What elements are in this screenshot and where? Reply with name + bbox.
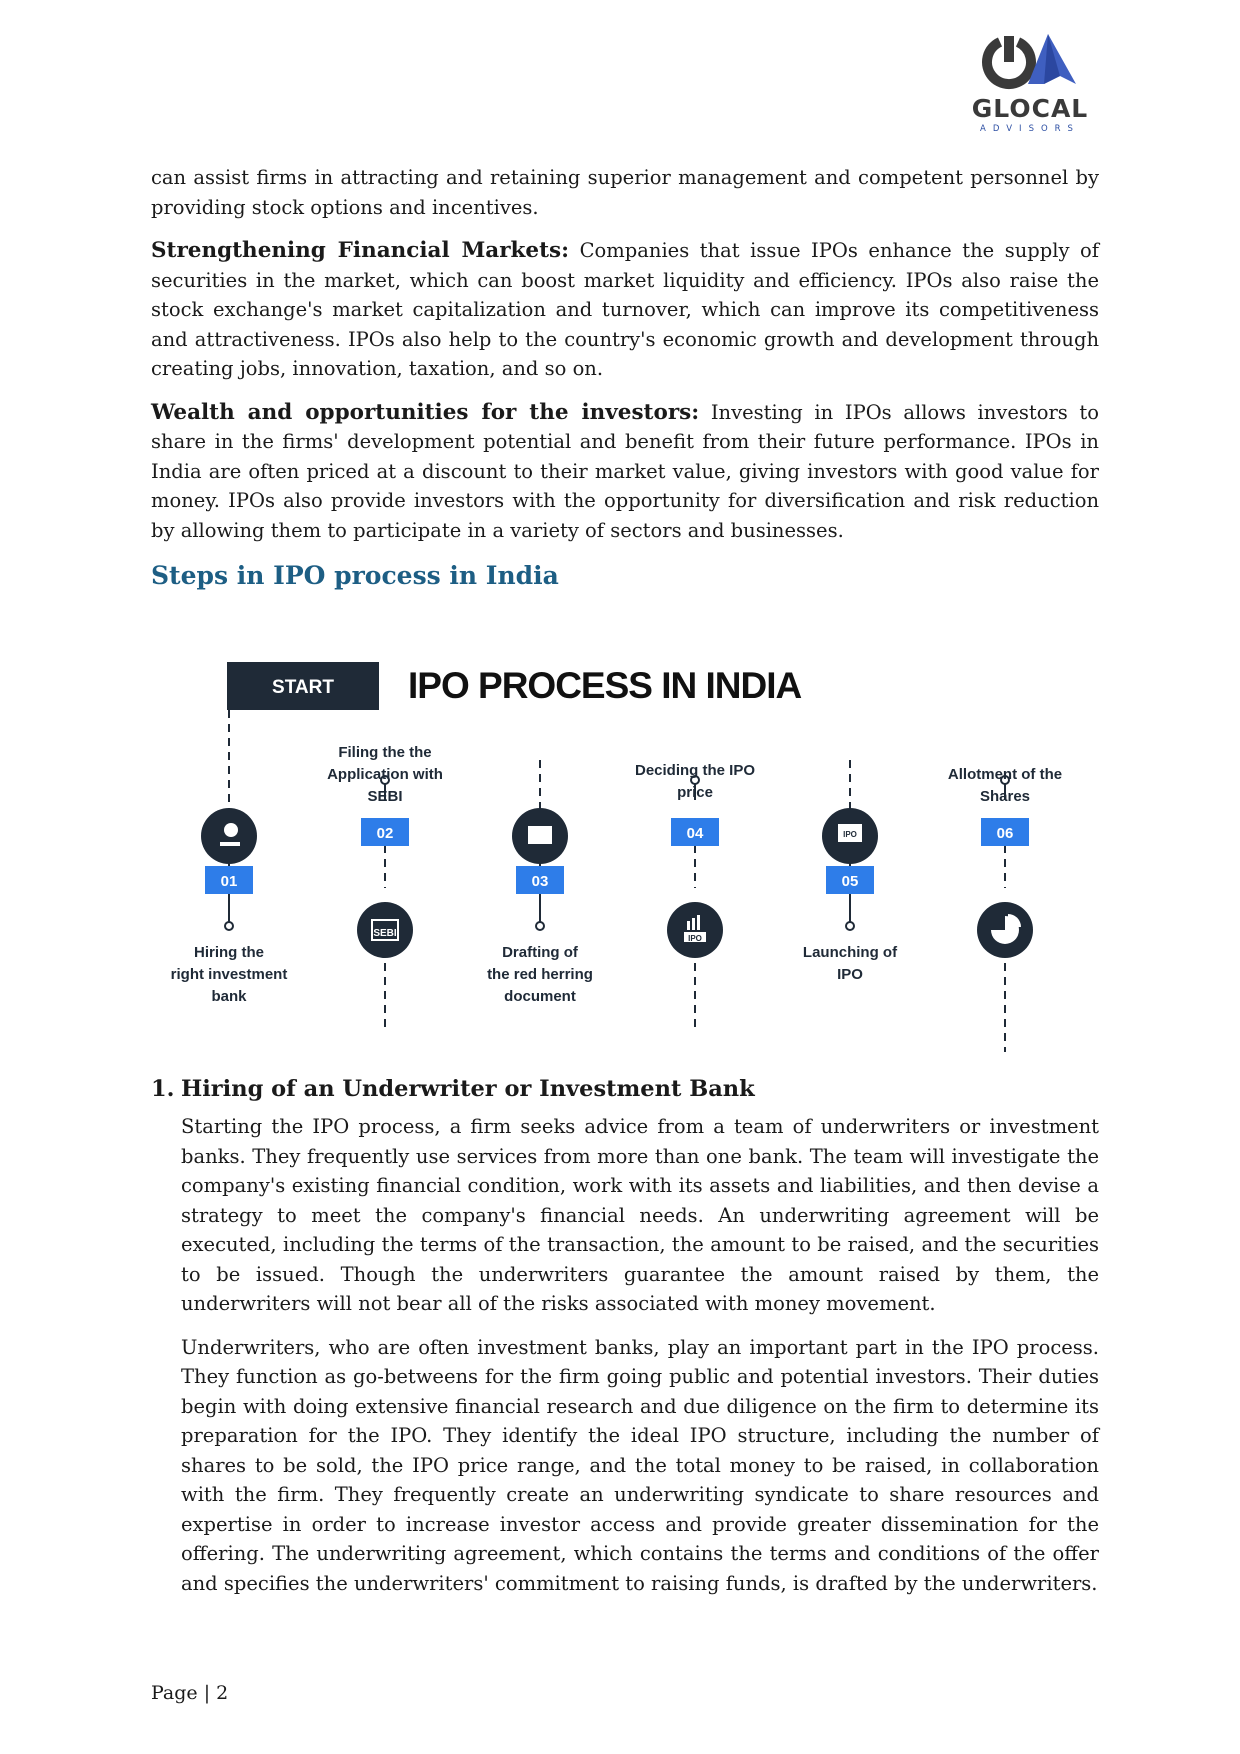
paragraph-text: Investing in IPOs allows investors to share in the firms' development potential and benefit from their future performance. IPOs in India are often priced at a discount to their market value, giving investors with good value for money. IPOs also provide investors with the opportunity for diversification and risk reduction by allowing them to participate in a variety of sectors and businesses. xyxy=(151,400,1100,542)
ipo-price-icon-label: IPO xyxy=(688,934,702,943)
sebi-icon-label: SEBI xyxy=(373,928,397,939)
step-label-line: right investment xyxy=(170,966,288,983)
logo-subtitle: ADVISORS xyxy=(980,124,1080,134)
paragraph-title: Strengthening Financial Markets: xyxy=(151,238,570,263)
logo-mark-icon xyxy=(970,32,1090,94)
step-number: 01 xyxy=(220,873,238,890)
logo-brand: GLOCAL xyxy=(971,94,1089,123)
start-label: START xyxy=(272,677,334,698)
section-title: Hiring of an Underwriter or Investment Bank xyxy=(181,1076,755,1102)
section-1-heading xyxy=(151,1076,755,1102)
paragraph-investors xyxy=(151,398,1099,546)
step-label-line: Filing the the xyxy=(338,744,432,761)
step-number: 06 xyxy=(996,825,1014,842)
section-1-paragraph-2: Underwriters, who are often investment banks, play an important part in the IPO process. They function as go-betweens for the firm going public and potential investors. Their duties begin with doing extensive financial research and due diligence on the firm to determine its preparation for the IPO. They identify the ideal IPO structure, including the number of shares to be sold, the IPO price range, and the total money to be raised, in collaboration with the firm. They frequently create an underwriting syndicate to share resources and expertise in order to increase investor access and provide greater dissemination for the offering. The underwriting agreement, which contains the terms and conditions of the offer and specifies the underwriters' commitment to raising funds, is drafted by the underwriters. xyxy=(181,1335,1099,1595)
page-number: Page | 2 xyxy=(151,1682,229,1704)
ipo-board-icon-label: IPO xyxy=(843,830,857,839)
step-number: 05 xyxy=(841,873,859,890)
step-number-boxes xyxy=(205,818,1029,894)
section-1-paragraph-1: Starting the IPO process, a firm seeks advice from a team of underwriters or investment banks. They frequently use services from more than one bank. The team will investigate the company's existing financial condition, work with its assets and liabilities, and then devise a strategy to meet the company's financial needs. An underwriting agreement will be executed, including the terms of the transaction, the amount to be raised, and the securities to be issued. Though the underwriters guarantee the amount raised by them, the underwriters will not bear all of the risks associated with money movement. xyxy=(181,1115,1099,1315)
infographic-title: IPO PROCESS IN INDIA xyxy=(408,665,802,706)
step-label-line: Hiring the xyxy=(194,944,264,961)
infographic-svg xyxy=(150,640,1090,1070)
step-label-line: the red herring xyxy=(487,966,593,983)
section-1-body xyxy=(181,1112,1099,1612)
paragraph-title: Wealth and opportunities for the investors: xyxy=(151,399,700,425)
step-number: 04 xyxy=(686,825,704,842)
glocal-advisors-logo xyxy=(970,32,1090,142)
step-label-line: IPO xyxy=(837,966,863,983)
step-label-line: Application with xyxy=(327,766,443,783)
paragraph-financial-markets xyxy=(151,236,1099,384)
paragraph-text: Companies that issue IPOs enhance the supply of securities in the market, which can boost market liquidity and efficiency. IPOs also raise the stock exchange's market capitalization and turnover, which can improve its competitiveness and attractiveness. IPOs also help to the country's economic growth and development through creating jobs, innovation, taxation, and so on. xyxy=(151,239,1099,380)
step-label-line: bank xyxy=(211,988,247,1005)
section-number: 1. xyxy=(151,1076,175,1102)
section-heading: Steps in IPO process in India xyxy=(151,561,559,590)
step-label-line: Launching of xyxy=(802,944,898,961)
ipo-process-infographic xyxy=(150,640,1090,1070)
step-number: 02 xyxy=(376,825,394,842)
step-label-line: Drafting of xyxy=(502,944,578,961)
step-number: 03 xyxy=(531,873,549,890)
intro-continuation: can assist firms in attracting and retaining superior management and competent personnel by providing stock options and incentives. xyxy=(151,166,1099,219)
step-label-line: Allotment of the xyxy=(947,766,1063,783)
step-label-line: Shares xyxy=(979,788,1031,805)
step-label-line: price xyxy=(677,784,713,801)
step-label-line: document xyxy=(504,988,576,1005)
connector-dots xyxy=(225,776,1009,930)
step-label-line: Deciding the IPO xyxy=(634,762,756,779)
timeline-dashes xyxy=(229,710,1005,1052)
main-content xyxy=(151,163,1099,590)
step-icons xyxy=(201,808,1033,958)
step-label-line: SEBI xyxy=(367,788,403,805)
